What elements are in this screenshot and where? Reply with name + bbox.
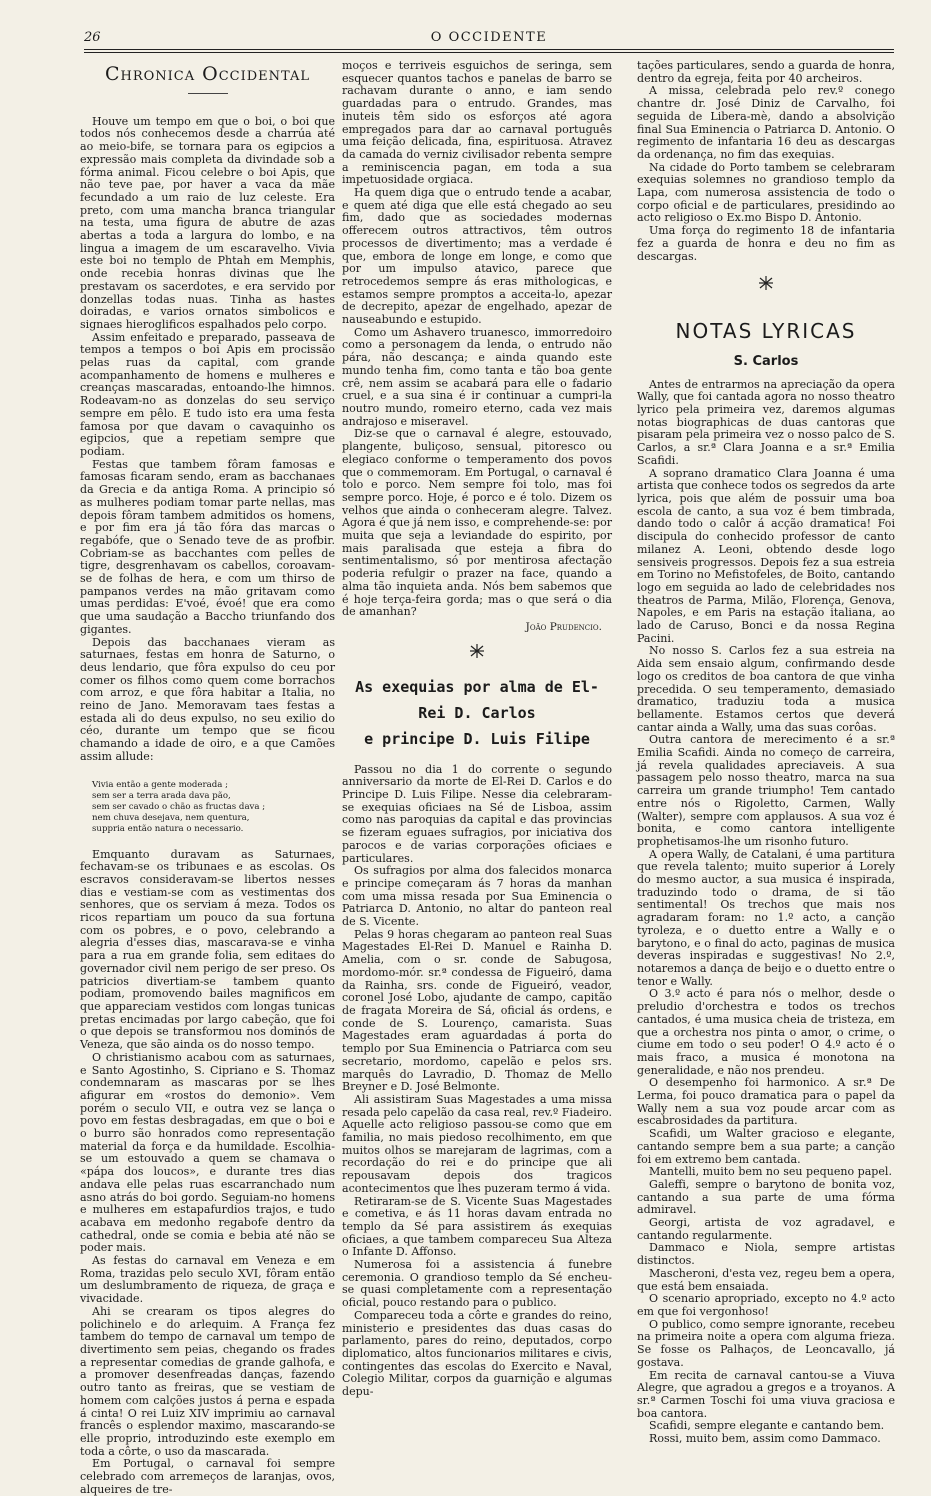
paragraph: Scafidi, um Walter gracioso e elegante, cantando sempre bem a sua parte; a canção foi em extremo bem cantada. [637, 1127, 895, 1166]
verse-line: sem ser a terra arada dava pão, [92, 790, 231, 801]
paragraph: Na cidade do Porto tambem se celebraram exequias solemnes no grandioso templo da Lapa, com numerosa assistencia de todo o corpo oficial e de particulares, presidindo ao acto religioso o Ex.mo Bispo D. Antonio. [637, 160, 895, 225]
paragraph: Ha quem diga que o entrudo tende a acabar, e quem até diga que elle está chegado ao seu fim, dado que as sociedades modernas offerecem outros attractivos, têm outros processos de divertimento; mas a verdade é que, embora de longe em longe, e como que por um impulso atavico, parece que retrocedemos sempre ás eras mithologicas, e estamos sempre promptos a acceita-lo, apezar de decrepito, apezar de engelhado, apezar de nauseabundo e estupido. [342, 186, 612, 327]
paragraph: Outra cantora de merecimento é a sr.ª Emilia Scafidi. Ainda no começo de carreira, já revela qualidades apreciaveis. A sua passagem pelo nosso theatro, marca na sua carreira um grande triumpho! Tem cantado entre nós o Rigoletto, Carmen, Wally (Walter), sempre com applausos. A sua voz é bonita, e como cantora intelligente prophetisamos-lhe um risonho futuro. [637, 733, 895, 848]
paragraph: Mascheroni, d'esta vez, regeu bem a opera, que está bem ensaiada. [637, 1266, 895, 1293]
paragraph: Galeffi, sempre o barytono de bonita voz, cantando a sua parte de uma fórma admiravel. [637, 1177, 895, 1217]
paragraph: Festas que tambem fôram famosas e famosas ficaram sendo, eram as bacchanaes da Grecia e da antiga Roma. A principio só as mulheres podiam tomar parte nellas, mas depois fôram tambem admitidos os homens, e por fim era já tão fóra das marcas o regabófe, que o Senado teve de as profbir. Cobriam-se as bacchantes com pelles de tigre, desgrenhavam os cabellos, coroavam-se de folhas de hera, e com um thirso de pampanos verdes na mão gritavam como umas perdidas: E'voé, évoé! que era como que uma saudação a Baccho triunfando dos gigantes. [80, 457, 335, 636]
column-3 [637, 60, 895, 1446]
paragraph: Retiraram-se de S. Vicente Suas Magestades e cometiva, e ás 11 horas davam entrada no templo da Sé para assistirem ás exequias oficiaes, a que tambem compareceu Sua Alteza o Infante D. Affonso. [342, 1194, 612, 1259]
paragraph: A opera Wally, de Catalani, é uma partitura que revela talento; muito superior á Lorely do mesmo auctor, a sua musica é inspirada, traduzindo todo o drama, de si tão sentimental! Os trechos que mais nos agradaram foram: no 1.º acto, a canção tyroleza, e o duetto entre a Wally e o barytono, e o final do acto, paginas de musica deveras inspiradas e suggestivas! No 2.º, notaremos a dança de beijo e o duetto entre o tenor e Wally. [637, 847, 895, 988]
paragraph: O 3.º acto é para nós o melhor, desde o preludio d'orchestra e todos os trechos cantados, é uma musica cheia de tristeza, em que a orchestra nos pinta o amor, o crime, o ciume em todo o seu poder! O 4.º acto é o mais fraco, a musica é monotona na generalidade, e não nos prendeu. [637, 987, 895, 1077]
paragraph: Mantelli, muito bem no seu pequeno papel. [649, 1165, 892, 1179]
paragraph: No nosso S. Carlos fez a sua estreia na Aida sem ensaio algum, confirmando desde logo os creditos de boa cantora de que vinha precedida. O seu temperamento, demasiado dramatico, traduziu toda a musica bellamente. Estamos certos que deverá cantar ainda a Wally, uma das suas corôas. [637, 644, 895, 734]
verse-line: suppria então natura o necessario. [92, 823, 244, 834]
author-signature: João Prudencio. [525, 620, 602, 633]
verse-line: Vivia então a gente moderada ; [92, 779, 229, 790]
verse-line: sem ser cavado o chão as fructas dava ; [92, 801, 266, 812]
paragraph: O scenario apropriado, exceptо no 4.º acto em que foi vergonhoso! [637, 1292, 895, 1318]
paragraph: moços e terriveis esguichos de seringa, sem esquecer quantos tachos e panelas de barro se rachavam durante o anno, e iam sendo guardadas para o entrudo. Grandes, mas inuteis têm sido os esforços até agora empregados para dar ao carnaval português uma feição delicada, fina, espirituosa. Atravez da camada do verniz civilisador rebenta sempre a reminiscencia pagan, em toda a sua impetuosidade orgiaca. [342, 59, 612, 187]
paragraph: Pelas 9 horas chegaram ao panteon real Suas Magestades El-Rei D. Manuel e Rainha D. Amelia, com o sr. conde de Sabugosa, mordomo-mór. sr.ª condessa de Figueiró, dama da Rainha, srs. conde de Figueiró, veador, coronel José Lobo, ajudante de campo, capitão de fragata Moreira de Sá, oficial ás ordens, e conde de S. Lourenço, camarista. Suas Magestades eram aguardadas á porta do templo por Sua Eminencia o Patriarca com seu secretario, mordomo, capelão e pelos srs. marquês do Lavradio, D. Thomaz de Mello Breyner e D. José Belmonte. [342, 927, 612, 1094]
paragraph: Numerosa foi a assistencia á funebre ceremonia. O grandioso templo da Sé encheu-se quasi completamente com a representação oficial, pouco restando para o publico. [342, 1258, 612, 1310]
paragraph: Emquanto duravam as Saturnaes, fechavam-se os tribunaes e as escolas. Os escravos consideravam-se libertos nesses dias e vestiam-se com as vestimentas dos senhores, que os serviam á meza. Todos os ricos repartiam um pouco da sua fortuna com os pobres, e o povo, celebrando a alegria d'esses dias, mascarava-se e vinha para a rua em grande folia, sem editaes do governador civil nem perigo de ser preso. Os patricios divertiam-se tambem quanto podiam, promovendo bailes magnificos em que appareciam vestidos com longas tunicas pretas encimadas por largo cabeção, que foi o que depois se transformou nos dominós de Veneza, que são ainda os do nosso tempo. [80, 847, 335, 1052]
page-header [84, 30, 894, 50]
section-subtitle: S. Carlos [733, 353, 799, 369]
paragraph: Ahi se crearam os tipos alegres do polichinelo e do arlequim. A França fez tambem do tempo de carnaval um tempo de divertimento sem peias, chegando os frades a representar comedias de grande galhofa, e a promover desenfreadas danças, fazendo outro tanto as freiras, que se vestiam de homem com calções justos á perna e espada á cinta! O rei Luiz XIV imprimiu ao carnaval francês o esplendor maximo, mascarando-se elle proprio, introduzindo este exemplo em toda a côrte, o uso da mascarada. [80, 1304, 335, 1458]
verse-quote [92, 780, 335, 835]
paragraph: Assim enfeitado e preparado, passeava de tempos a tempos o boi Apis em procissão pelas ruas da capital, com grande acompanhamento de homens e mulheres e creanças mascaradas, entoando-lhe himnos. Rodeavam-no as donzelas do seu serviço sempre em pêlo. E tudo isto era uma festa famosa por que davam o cavaquinho os egipcios, que a repetiam sempre que podiam. [80, 330, 335, 458]
article-title-line: e principe D. Luis Filipe [364, 729, 590, 748]
page-number: 26 [84, 30, 101, 45]
paragraph: Houve um tempo em que o boi, o boi que todos nós conhecemos desde a charrúa até ao meio-bife, se tornara para os egipcios a expressão mais completa da divindade sob a fórma animal. Ficou celebre o boi Apis, que não teve pae, por haver a vaca da mãe fecundado a um raio de luz celeste. Era preto, com uma mancha branca triangular na testa, uma figura de abutre de azas abertas a toda a largura do lombo, e na lingua a imagem de um escaravelho. Vivia este boi no templo de Phtah em Memphis, onde recebia honras divinas que lhe prestavam os sacerdotes, e era servido por donzellas todas nuas. Tinha as hastes doiradas, e varios ornatos simbolicos e signaes hieroglificos espalhados pelo corpo. [80, 114, 335, 331]
paragraph: Diz-se que o carnaval é alegre, estouvado, plangente, buliçoso, sensual, pitoresco ou elegiaco conforme o temperamento dos povos que o commemoram. Em Portugal, o carnaval é tolo e porco. Nem sempre foi tolo, mas foi sempre porco. Hoje, é porco e é tolo. Dizem os velhos que ainda o conheceram alegre. Talvez. Agora é que já nem isso, e comprehende-se: por muita que seja a leviandade do espirito, por mais paralisada que esteja a fibra do sentimentalismo, só por mentirosa afectação poderia refulgir o prazer na face, quando a alma tão inquieta anda. Nós bem sabemos que é hoje terça-feira gorda; mas o que será o dia de amanhan? [342, 427, 612, 619]
verse-line: nem chuva desejava, nem quentura, [92, 812, 250, 823]
article-title-line: As exequias por alma de El-Rei D. Carlos [355, 677, 599, 722]
paragraph: tações particulares, sendo a guarda de honra, dentro da egreja, feita por 40 archeiros. [637, 59, 895, 85]
paragraph: Ali assistiram Suas Magestades a uma missa resada pelo capelão da casa real, rev.º Fiadeiro. Aquelle acto religioso passou-se como que em familia, no mais piedoso recolhimento, em que muitos olhos se marejaram de lagrimas, com a recordação do rei e do principe que ali repousavam depois dos tragicos acontecimentos que lhes puzeram termo á vida. [342, 1092, 612, 1195]
column-1 [80, 60, 335, 1496]
paragraph: Em Portugal, o carnaval foi sempre celebrado com arremeços de laranjas, ovos, alqueires de tre- [80, 1457, 335, 1496]
paragraph: Scafidi, sempre elegante e cantando bem. [649, 1419, 885, 1433]
paragraph: Compareceu toda a côrte e grandes do reino, ministerio e presidentes das duas casas do parlamento, pares do reino, deputados, corpo diplomatico, altos funcionarios militares e civis, contingentes das escolas do Exercito e Naval, Colegio Militar, corpos da guarnição e algumas depu- [342, 1308, 612, 1399]
paragraph: Depois das bacchanaes vieram as saturnaes, festas em honra de Saturno, o deus lendario, que fôra expulso do ceu por comer os filhos como quem come borrachos com arroz, e que fôra habitar a Italia, no reino de Jano. Memoravam taes festas a estada ali do deus expulso, no seu exilio do céo, durante um tempo que se ficou chamando a idade de oiro, e a que Camões assim allude: [80, 635, 335, 763]
ornament-icon [342, 642, 612, 660]
column-2 [342, 60, 612, 1399]
paragraph: Georgi, artista de voz agradavel, e cantando regularmente. [637, 1216, 895, 1242]
paragraph: Passou no dia 1 do corrente o segundo anniversario da morte de El-Rei D. Carlos e do Principe D. Luis Filipe. Nesse dia celebraram-se exequias oficiaes na Sé de Lisboa, assim como nas paroquias da capital e das provincias se fizeram eguaes sufragios, por iniciativa dos parocos e de varias corporações oficiaes e particulares. [342, 762, 612, 865]
paragraph: Dammaco e Niola, sempre artistas distinctos. [637, 1241, 895, 1268]
paragraph: Antes de entrarmos na apreciação da opera Wally, que foi cantada agora no nosso theatro lyrico pela primeira vez, daremos algumas notas biographicas de duas cantoras que pisaram pela primeira vez o nosso palco de S. Carlos, a sr.ª Clara Joanna e a sr.ª Emilia Scafidi. [637, 377, 895, 467]
paragraph: A missa, celebrada pelo rev.º conego chantre dr. José Diniz de Carvalho, foi seguida de Libera-mè, dando a absolvição final Sua Eminencia o Patriarca D. Antonio. O regimento de infantaria 16 deu as descargas da ordenança, no fim das exequias. [637, 84, 895, 161]
paragraph: A soprano dramatico Clara Joanna é uma artista que conhece todos os segredos da arte lyrica, pois que além de possuir uma boa escola de canto, a sua voz é bem timbrada, dando todo o calôr á acção dramatica! Foi discipula do conhecido professor de canto milanez A. Leoni, obtendo desde logo sensiveis progressos. Depois fez a sua estreia em Torino no Mefistofeles, de Boito, cantando logo em seguida ao lado de celebridades nos theatros de Parma, Milão, Florença, Genova, Napoles, e em Paris na estação italiana, ao lado de Caruso, Bonci e da nossa Regina Pacini. [637, 466, 895, 645]
article-title [342, 674, 612, 752]
header-rule [84, 49, 894, 50]
paragraph: O christianismo acabou com as saturnaes, e Santo Agostinho, S. Cipriano e S. Thomaz condemnaram as mascaras por se lhes afigurar em «rostos do demonio». Vem porém o seculo VII, e outra vez se lança o povo em festas desbragadas, em que o boi e o burro são honrados como representação material da força e da humildade. Escolhia-se um estouvado a quem se chamava o «pápa dos loucos», e durante tres dias andava elle pelas ruas escarranchado num asno atrás do boi gordo. Seguiam-no homens e mulheres em estapafurdios trajos, e tudo acabava em medonho regabofe dentro da cathedral, onde se comia e bebia até não se poder mais. [80, 1050, 335, 1255]
paragraph: Em recita de carnaval cantou-se a Viuva Alegre, que agradou a gregos e a troyanos. A sr.ª Carmen Toschi foi uma viuva graciosa e boa cantora. [637, 1368, 895, 1420]
journal-title: O OCCIDENTE [430, 30, 548, 45]
paragraph: O publico, como sempre ignorante, recebeu na primeira noite a opera com alguma frieza. Se fosse os Palhaços, de Leoncavallo, já gostava. [637, 1317, 895, 1369]
paragraph: O desempenho foi harmonico. A sr.ª De Lerma, foi pouco dramatica para o papel da Wally nem a sua voz poude arcar com as escabrosidades da partitura. [637, 1076, 895, 1128]
paragraph: As festas do carnaval em Veneza e em Roma, trazidas pelo seculo XVI, fôram então um deslumbramento de riqueza, de graça e vivacidade. [80, 1254, 335, 1306]
divider [188, 93, 228, 94]
section-title-chronica: Chronica Occidental [104, 63, 311, 85]
paragraph: Como um Ashavero truanesco, immorredoiro como a personagem da lenda, o entrudo não pára, não descança; e ainda quando este mundo tenha fim, como tanta e tão boa gente crê, nem assim se acabará para elle o fadario cruel, e a sua sina é ir continuar a cumpri-la noutro mundo, romeiro eterno, cada vez mais andrajoso e miseravel. [342, 325, 612, 428]
paragraph: Rossi, muito bem, assim como Dammaco. [649, 1432, 881, 1446]
header-rule-2 [84, 52, 894, 53]
ornament-icon [637, 273, 895, 291]
paragraph: Os sufragios por alma dos falecidos monarca e principe começaram ás 7 horas da manhan com uma missa resada por Sua Eminencia o Patriarca D. Antonio, no altar do panteon real de S. Vicente. [342, 864, 612, 929]
paragraph: Uma força do regimento 18 de infantaria fez a guarda de honra e deu no fim as descargas. [637, 224, 895, 263]
section-title-notas: NOTAS LYRICAS [675, 319, 857, 344]
